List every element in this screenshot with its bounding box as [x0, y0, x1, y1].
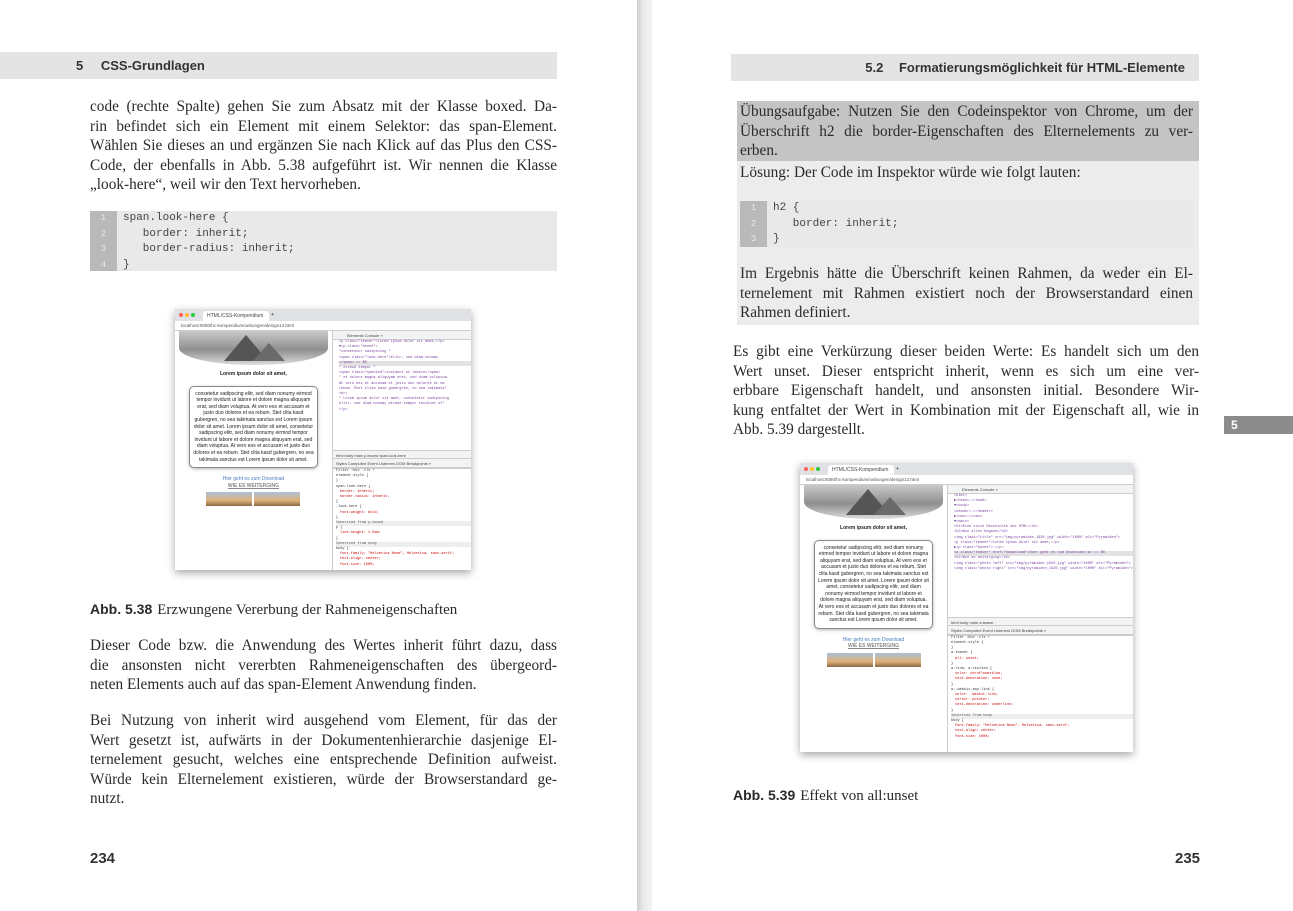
pyramid-image — [804, 485, 943, 519]
text-line: ternelement gesucht, welches eine entsprechende Definition aufweist. — [90, 751, 557, 768]
window-control-icon[interactable] — [179, 313, 183, 317]
text-line: Es gibt eine Verkürzung dieser beiden Werte: Es handelt sich um den — [733, 343, 1199, 360]
style-rule-line: } — [951, 708, 954, 713]
new-tab-icon[interactable]: + — [271, 312, 274, 318]
address-bar[interactable]: localhost:8080/hc-kompendium/uebungen/design13.html — [175, 321, 471, 331]
style-rule-line: color: cornflowerblue; — [955, 672, 1003, 677]
style-rule-line: text-align: center; — [955, 729, 996, 734]
window-control-icon[interactable] — [810, 467, 814, 471]
section-number: 5.2 — [865, 60, 884, 75]
style-rule-line: } — [335, 515, 339, 520]
style-rule-line: color: -webkit-link; — [955, 693, 999, 698]
browser-content — [800, 485, 1133, 752]
dom-node[interactable]: <span class="look-here">elitr, sed diam nonumy — [338, 355, 439, 360]
code-line: } — [773, 233, 780, 245]
code-line: 3 — [750, 234, 757, 244]
style-rule-line: text-decoration: underline; — [955, 703, 1014, 708]
dom-node[interactable]: rebum. Stet clita kasd gubergren, no sea takimata" — [338, 386, 447, 391]
code-line: 1 — [100, 213, 107, 223]
dom-breadcrumb[interactable]: html body main a.teaser — [948, 617, 1133, 626]
code-line: 3 — [100, 244, 107, 254]
page-teaser: Lorem ipsum dolor sit amet, — [219, 371, 287, 377]
style-rule-line: .look-here { — [335, 505, 362, 510]
style-rule-line: } — [335, 479, 339, 484]
pyramid-image — [179, 331, 328, 365]
dom-node[interactable]: ▶<head>…</head> — [954, 499, 987, 504]
photo — [206, 492, 252, 506]
style-rule-line: border: inherit; — [339, 489, 375, 494]
paragraph — [90, 636, 557, 695]
running-header-right — [731, 54, 1199, 81]
dom-node[interactable]: <h2>Wie alles begann</h2> — [954, 530, 1008, 535]
style-rule-line: a.teaser { — [951, 651, 973, 656]
text-line: neten Elements auch auf das span-Element Anwendung finden. — [90, 676, 477, 693]
text-line: Überschrift h2 die border-Eigenschaften des Elternelements zu ver- — [740, 122, 1193, 140]
window-control-icon[interactable] — [185, 313, 189, 317]
dom-node[interactable]: ▶<p class="boxed">…</p> — [954, 546, 1004, 551]
window-control-icon[interactable] — [191, 313, 195, 317]
style-rule-line: font-family: "Helvetica Neue", Helvetica, sans-serif; — [339, 552, 455, 557]
style-rule-line: Inherited from body — [336, 542, 471, 547]
dom-node[interactable]: <p class="teaser">Lorem ipsum dolor sit amet,</p> — [338, 340, 445, 344]
caption-text: Erzwungene Vererbung der Rahmeneigenschaften — [157, 602, 458, 618]
code-line: border-radius: inherit; — [123, 243, 295, 255]
style-rule-line: all: unset; — [955, 656, 979, 661]
style-rule-line: p { — [335, 526, 343, 531]
browser-tab[interactable]: HTML/CSS-Kompendium — [828, 465, 894, 475]
code-line: border: inherit; — [123, 227, 249, 240]
dom-node[interactable]: At vero eos et accusam et justo duo dolores et ea — [338, 381, 445, 386]
figure-screenshot-5-39 — [800, 463, 1133, 752]
dom-node[interactable]: </p> — [338, 407, 348, 412]
code-lines — [767, 201, 898, 247]
text-line: „look-here“, weil wir den Text hervorheben. — [90, 176, 361, 193]
text-line: kung entfaltet der Wert in Kombination mit der Eigenschaft all, wie in — [733, 401, 1199, 419]
dom-node[interactable]: <img class="photo right" src="img/pyramiden_1920.jpg" width="100%" alt="Pyramiden"> — [954, 566, 1133, 571]
photo-row — [175, 492, 332, 506]
text-line: rin befindet sich ein Element mit einem Selektor: das span-Element. — [90, 117, 557, 135]
text-line: erbbare Eigenschaft handelt, und ansonsten initial. Besondere Wir- — [733, 382, 1199, 399]
dom-node[interactable]: <html> — [954, 494, 967, 498]
dom-node[interactable]: <a class="teaser" href="#download">Hier geht es zum Download</a> == $0 — [954, 551, 1133, 556]
dom-node[interactable]: " Lorem ipsum dolor sit amet, consetetur sadipscing — [338, 397, 449, 402]
solution-box — [737, 161, 1199, 325]
text-line: Wert unset. Dieser entspricht inherit, wenn es sich um eine ver- — [733, 362, 1199, 380]
style-rule-line: Filter :hov .cls + — [951, 635, 990, 640]
style-rule-line: a:link, a:visited { — [951, 667, 992, 672]
page-teaser: Lorem ipsum dolor sit amet, — [840, 525, 907, 531]
code-line: h2 { — [773, 202, 800, 214]
style-rule-line: font-family: "Helvetica Neue", Helvetica, sans-serif; — [955, 724, 1070, 729]
code-line: } — [123, 258, 130, 271]
chapter-number: 5 — [76, 58, 84, 73]
figure-caption — [90, 600, 457, 620]
style-rule-line: span.look-here { — [335, 484, 371, 489]
line-numbers — [90, 211, 117, 271]
window-control-icon[interactable] — [816, 467, 820, 471]
dom-node[interactable]: ▼<p class="boxed"> — [338, 345, 378, 350]
text-line: Im Ergebnis hätte die Überschrift keinen Rahmen, da weder ein El- — [740, 265, 1193, 282]
style-rule-line: } — [951, 661, 954, 666]
browser-content — [175, 331, 471, 570]
caption-label: Abb. 5.38 — [90, 601, 153, 617]
dom-node[interactable]: <br> — [338, 392, 348, 397]
style-rule-line: } — [335, 500, 339, 505]
style-rule-line: element.style { — [335, 474, 369, 479]
text-line: Abb. 5.39 dargestellt. — [733, 421, 865, 438]
text-line: Wert gesetzt ist, aufwärts in der Dokumentenhierarchie dasjenige El- — [90, 731, 557, 749]
dom-node[interactable]: <header>…</header> — [954, 509, 993, 514]
style-rule-line: font-size: 100%; — [955, 734, 990, 739]
chapter-thumb-tab: 5 — [1224, 416, 1293, 434]
section-title: Formatierungsmöglichkeit für HTML-Elemente — [898, 60, 1185, 75]
styles-tabs[interactable]: Styles Computed Event Listeners DOM Breakpoints » — [333, 459, 471, 468]
code-line: 1 — [750, 203, 757, 213]
dom-node[interactable]: "consetetur sadipscing " — [338, 350, 391, 355]
solution-text — [740, 264, 1193, 323]
paragraph — [90, 97, 557, 195]
photo — [827, 653, 873, 667]
style-rule-line: border-radius: inherit; — [339, 494, 390, 499]
style-rule-line: Filter :hov .cls + — [335, 468, 375, 473]
paragraph — [90, 711, 557, 809]
dom-node[interactable]: <p class="teaser">Lorem ipsum dolor sit amet,</p> — [954, 540, 1060, 545]
paragraph — [733, 342, 1199, 440]
text-line: Übungsaufgabe: Nutzen Sie den Codeinspektor von Chrome, um der — [740, 103, 1193, 120]
page-number: 235 — [1175, 850, 1201, 867]
address-bar[interactable]: localhost:8080/hc-kompendium/uebungen/design13.html — [800, 475, 1133, 485]
text-line: code (rechte Spalte) gehen Sie zum Absatz mit der Klasse boxed. Da- — [90, 98, 557, 115]
browser-tab-bar — [800, 463, 1133, 475]
exercise-box — [737, 101, 1199, 161]
text-line: Dieser Code bzw. die Anwendung des Wertes inherit führt dazu, dass — [90, 637, 557, 654]
styles-tabs[interactable]: Styles Computed Event Listeners DOM Breakpoints » — [948, 626, 1133, 635]
style-rule-line: body { — [335, 546, 349, 551]
style-rule-line: cursor: pointer; — [955, 698, 990, 703]
text-line: Code, der ebenfalls in Abb. 5.38 aufgeführt ist. Wir nennen die Klasse — [90, 156, 557, 174]
code-line: span.look-here { — [123, 212, 229, 224]
dom-node[interactable]: ▶<nav>…</nav> — [954, 514, 983, 519]
devtools-tabs[interactable]: Elements Console » — [948, 485, 1133, 494]
dom-node[interactable]: <img class="title" src="img/pyramiden_1920.jpg" width="100%" alt="Pyramiden"> — [954, 535, 1121, 540]
page-number: 234 — [90, 850, 116, 867]
chapter-title: CSS-Grundlagen — [100, 58, 205, 73]
dom-tree — [333, 340, 471, 450]
browser-tab[interactable]: HTML/CSS-Kompendium — [203, 311, 269, 321]
code-line: border: inherit; — [773, 217, 899, 230]
figure-caption — [733, 786, 918, 806]
style-rule-line: element.style { — [951, 641, 984, 646]
caption-label: Abb. 5.39 — [733, 787, 796, 803]
solution-intro: Lösung: Der Code im Inspektor würde wie folgt lauten: — [740, 164, 1081, 181]
style-rule-line: text-align: center; — [339, 557, 381, 562]
photo — [254, 492, 300, 506]
dom-breadcrumb[interactable]: html body main p.boxed span.look-here — [333, 450, 471, 459]
style-rule-line: } — [951, 682, 954, 687]
style-rule-line: Inherited from body — [951, 714, 1133, 719]
text-line: Würde kein Elternelement existieren, würde der Browserstandard ge- — [90, 770, 557, 788]
styles-pane — [948, 635, 1133, 740]
dom-node[interactable]: ▼<body> — [954, 504, 970, 509]
styles-pane — [333, 468, 471, 568]
exercise-text — [740, 102, 1193, 161]
code-block — [740, 201, 1193, 247]
dom-node[interactable]: <h2>Wie es weiterging</h2> — [954, 556, 1011, 561]
book-gutter — [637, 0, 652, 911]
text-line: Rahmen definiert. — [740, 304, 851, 321]
page-subheading: WIE ES WEITERGING — [227, 482, 279, 489]
text-line: Bei Nutzung von inherit wird ausgehend vom Element, für das der — [90, 712, 557, 729]
caption-text: Effekt von all:unset — [800, 788, 919, 804]
text-line: erben. — [740, 142, 778, 159]
web-page — [800, 485, 947, 752]
dom-node[interactable]: " et dolore magna aliquyam erat, sed diam voluptua. — [338, 376, 449, 381]
style-rule-line: } — [335, 536, 339, 541]
running-header-left — [0, 52, 557, 79]
photo — [875, 653, 921, 667]
dom-node[interactable]: elitr, sed diam nonumy eirmod tempor invidunt ut" — [338, 402, 445, 407]
text-line: nutzt. — [90, 790, 125, 807]
style-rule-line: font-weight: bold; — [339, 510, 379, 515]
devtools-panel — [332, 331, 471, 570]
dom-node[interactable]: ▼<main> — [954, 520, 970, 525]
dom-node[interactable]: </span> == $0 — [339, 361, 471, 366]
code-line: 2 — [100, 228, 107, 239]
text-line: ternelement mit Rahmen existiert noch der Browserstandard einen — [740, 284, 1193, 302]
figure-screenshot-5-38 — [175, 309, 471, 570]
code-lines — [117, 211, 295, 271]
page-subheading: WIE ES WEITERGING — [847, 643, 900, 650]
text-line: Wählen Sie dieses an und ergänzen Sie nach Klick auf das Plus den CSS- — [90, 137, 557, 154]
style-rule-line: text-decoration: none; — [955, 677, 1003, 682]
text-line: die ansonsten nicht vererbten Rahmeneigenschaften des übergeord- — [90, 656, 557, 674]
boxed-paragraph: consetetur sadipscing elitr, sed diam nonumy eirmod tempor invidunt ut labore et dolore magna aliquyam erat, sed diam voluptua. At vero eos et accusam et justo duo dolores et ea rebum. Stet clita kasd gubergren, no sea takimata sanctus est Lorem ipsum dolor sit amet. Lorem ipsum dolor sit amet, consetetur sadipscing elitr, sed diam nonumy eirmod tempor invidunt ut labore et dolore magna aliquyam erat, sed diam voluptua. At vero eos et accusam et justo duo dolores et ea rebum. Stet clita kasd gubergren, no sea takimata sanctus est Lorem ipsum dolor sit amet. — [189, 386, 318, 469]
dom-node[interactable]: <h1>Eine kurze Geschichte des HTML</h1> — [954, 525, 1039, 530]
boxed-paragraph: consetetur sadipscing elitr, sed diam nonumy eirmod tempor invidunt ut labore et dolore magna aliquyam erat, sed diam voluptua. At vero eos et accusam et justo duo dolores et ea rebum. Stet clita kasd gubergren, no sea takimata sanctus est Lorem ipsum dolor sit amet. Lorem ipsum dolor sit amet, consetetur sadipscing elitr, sed diam nonumy eirmod tempor invidunt ut labore et dolore magna aliquyam erat, sed diam voluptua. At vero eos et accusam et justo duo dolores et ea rebum. Stet clita kasd gubergren, no sea takimata sanctus est Lorem ipsum dolor sit amet. — [814, 540, 933, 629]
style-rule-line: a:-webkit-any-link { — [951, 687, 995, 692]
dom-node[interactable]: <img class="photo left" src="img/pyramiden_1920.jpg" width="100%" alt="Pyramiden"> — [954, 561, 1131, 566]
new-tab-icon[interactable]: + — [896, 466, 899, 472]
dom-node[interactable]: " eirmod tempor " — [338, 366, 376, 371]
dom-node[interactable]: <span class="specked">invidunt ut labore</span> — [338, 371, 441, 376]
window-control-icon[interactable] — [804, 467, 808, 471]
download-link[interactable]: Hier geht es zum Download — [842, 636, 905, 643]
download-link[interactable]: Hier geht es zum Download — [222, 476, 285, 483]
style-rule-line: } — [951, 646, 954, 651]
code-line: 2 — [750, 218, 757, 229]
photo-row — [800, 653, 947, 667]
code-line: 4 — [100, 259, 107, 270]
style-rule-line: Inherited from p.boxed — [336, 521, 471, 526]
style-rule-line: line-height: 1.5em; — [339, 531, 381, 536]
line-numbers — [740, 201, 767, 247]
browser-tab-bar — [175, 309, 471, 321]
devtools-panel — [947, 485, 1133, 752]
code-block — [90, 211, 557, 271]
web-page — [175, 331, 332, 570]
dom-tree — [948, 494, 1133, 617]
style-rule-line: font-size: 100%; — [339, 562, 375, 567]
devtools-tabs[interactable]: Elements Console » — [333, 331, 471, 340]
style-rule-line: body { — [951, 719, 964, 724]
